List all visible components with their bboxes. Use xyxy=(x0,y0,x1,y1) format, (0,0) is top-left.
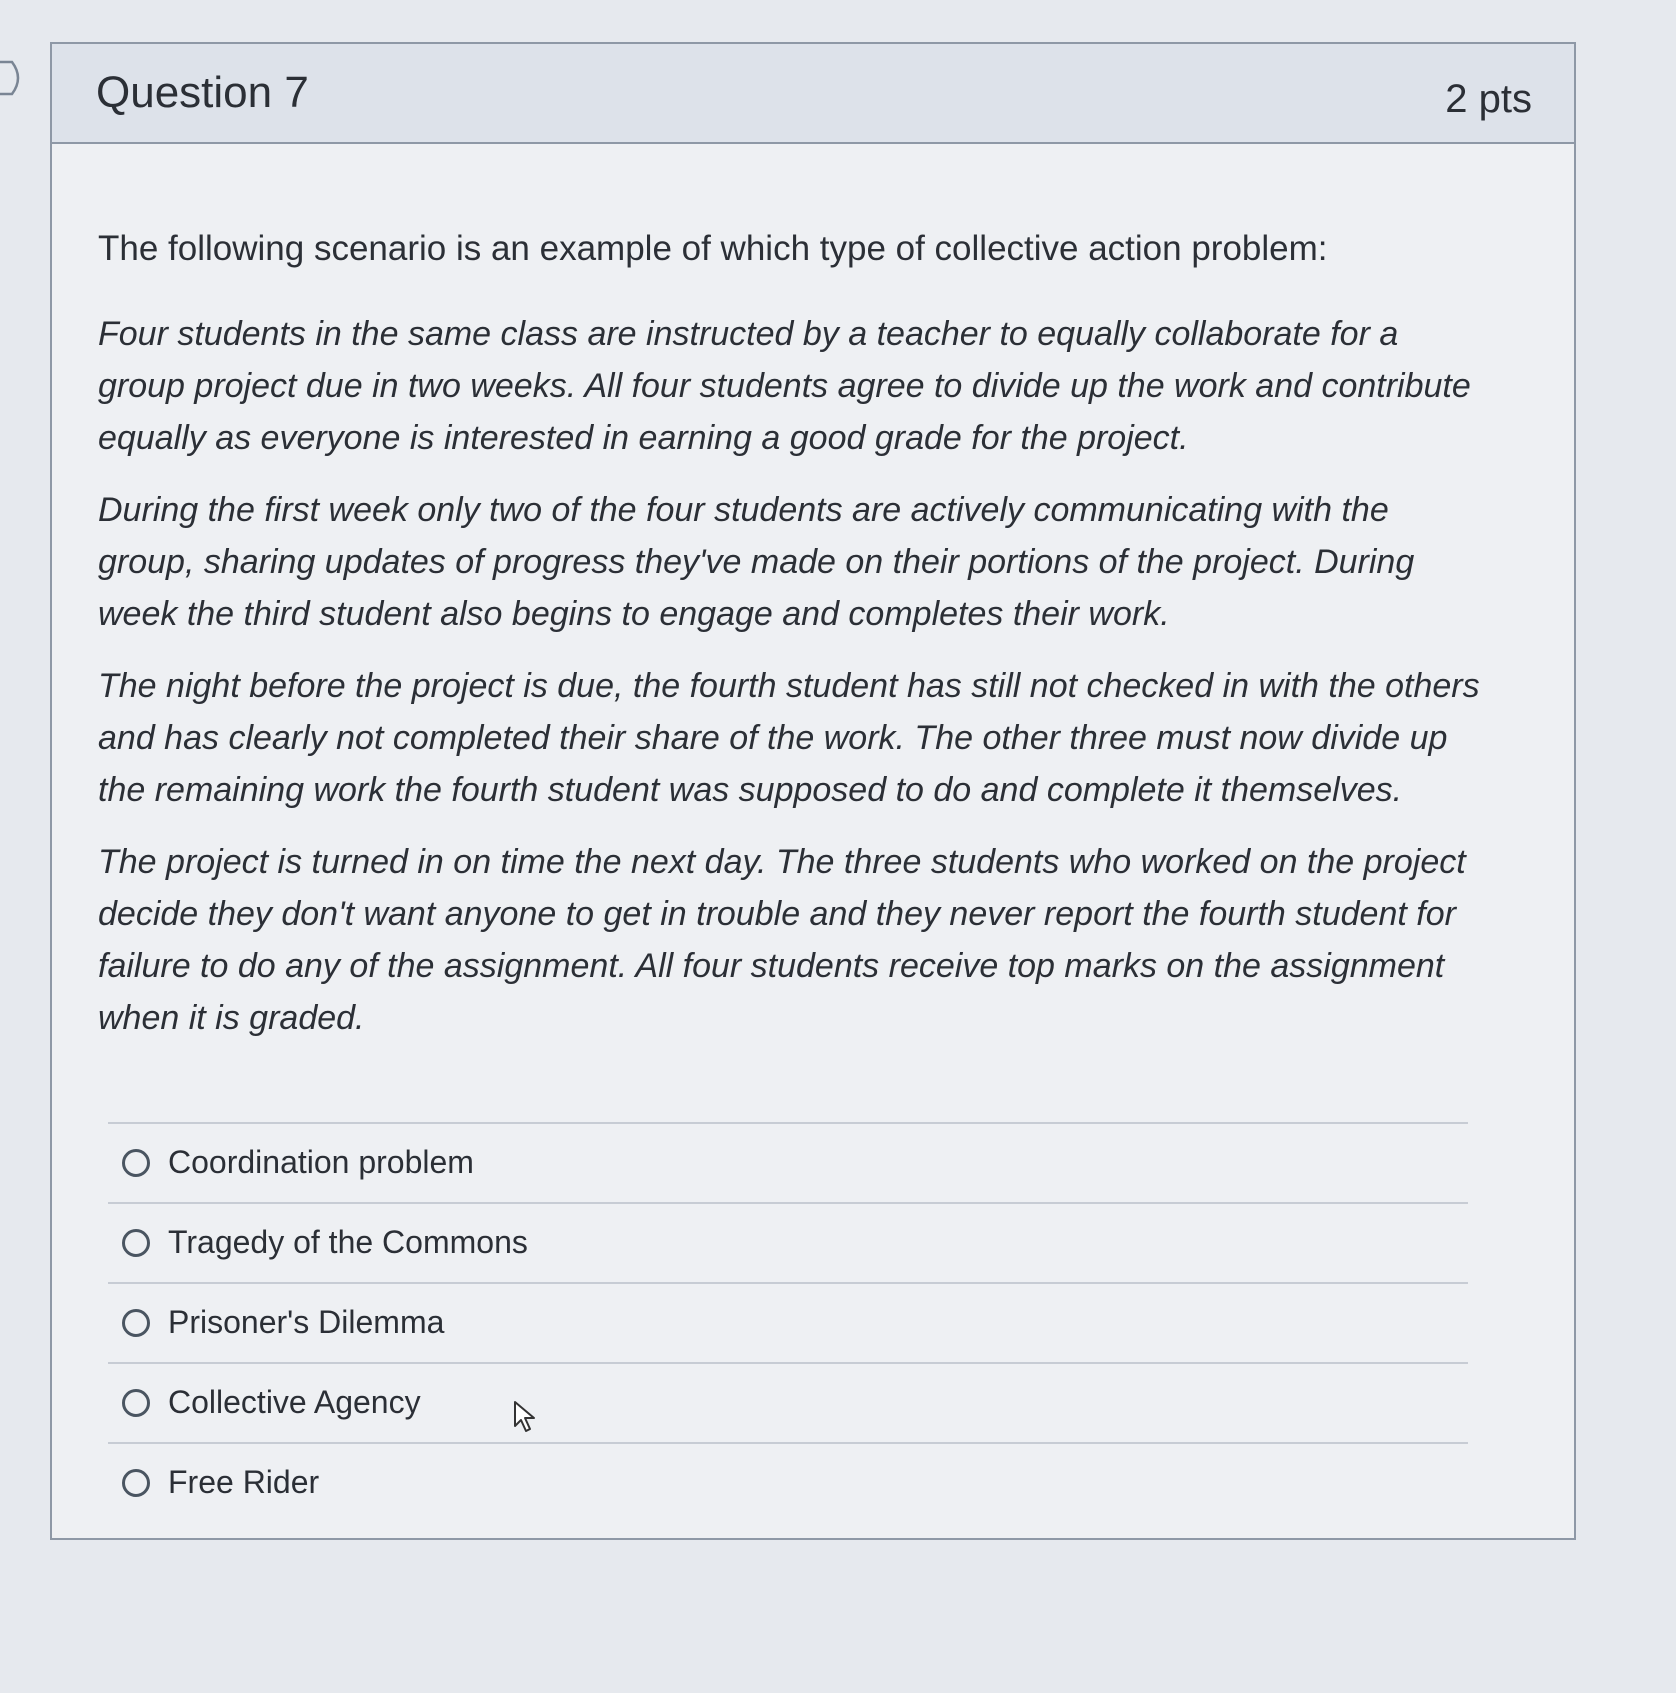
answer-option-prisoners-dilemma[interactable] xyxy=(108,1284,1468,1364)
answer-option-free-rider[interactable] xyxy=(108,1444,1468,1522)
question-prompt: The following scenario is an example of which type of collective action problem: xyxy=(98,229,1328,268)
question-body xyxy=(52,144,1574,1522)
question-card xyxy=(50,42,1576,1540)
answer-label[interactable]: Tragedy of the Commons xyxy=(168,1224,528,1260)
answer-label[interactable]: Coordination problem xyxy=(168,1144,474,1180)
radio-button[interactable] xyxy=(122,1389,150,1417)
radio-button[interactable] xyxy=(122,1229,150,1257)
answer-option-tragedy-of-the-commons[interactable] xyxy=(108,1204,1468,1284)
scenario-paragraph: The project is turned in on time the next day. The three students who worked on the project decide they don't want anyone to get in trouble and they never report the fourth student for failure to do any of the assignment. All four students receive top marks on the assignment when it is graded. xyxy=(98,842,1466,1037)
scenario-paragraph: Four students in the same class are instructed by a teacher to equally collaborate for a group project due in two weeks. All four students agree to divide up the work and contribute equally as everyone is interested in earning a good grade for the project. xyxy=(98,314,1471,457)
radio-button[interactable] xyxy=(122,1309,150,1337)
question-flag-icon[interactable] xyxy=(0,60,26,96)
answer-option-coordination-problem[interactable] xyxy=(108,1124,1468,1204)
answer-label[interactable]: Collective Agency xyxy=(168,1384,421,1420)
mouse-pointer-icon xyxy=(513,1400,539,1434)
scenario-text xyxy=(98,308,1530,1044)
question-title: Question 7 xyxy=(96,68,309,117)
scenario-paragraph: The night before the project is due, the fourth student has still not checked in with the others and has clearly not completed their share of the work. The other three must now divide up the remaining work the fourth student was supposed to do and complete it themselves. xyxy=(98,666,1480,809)
answer-label[interactable]: Prisoner's Dilemma xyxy=(168,1304,445,1340)
answer-label[interactable]: Free Rider xyxy=(168,1464,320,1500)
question-header xyxy=(52,44,1574,144)
question-points: 2 pts xyxy=(1445,76,1532,121)
scenario-paragraph: During the first week only two of the four students are actively communicating with the group, sharing updates of progress they've made on their portions of the project. During week the third student also begins to engage and completes their work. xyxy=(98,490,1415,633)
answer-option-collective-agency[interactable] xyxy=(108,1364,1468,1444)
answer-list xyxy=(108,1122,1468,1522)
radio-button[interactable] xyxy=(122,1469,150,1497)
radio-button[interactable] xyxy=(122,1149,150,1177)
